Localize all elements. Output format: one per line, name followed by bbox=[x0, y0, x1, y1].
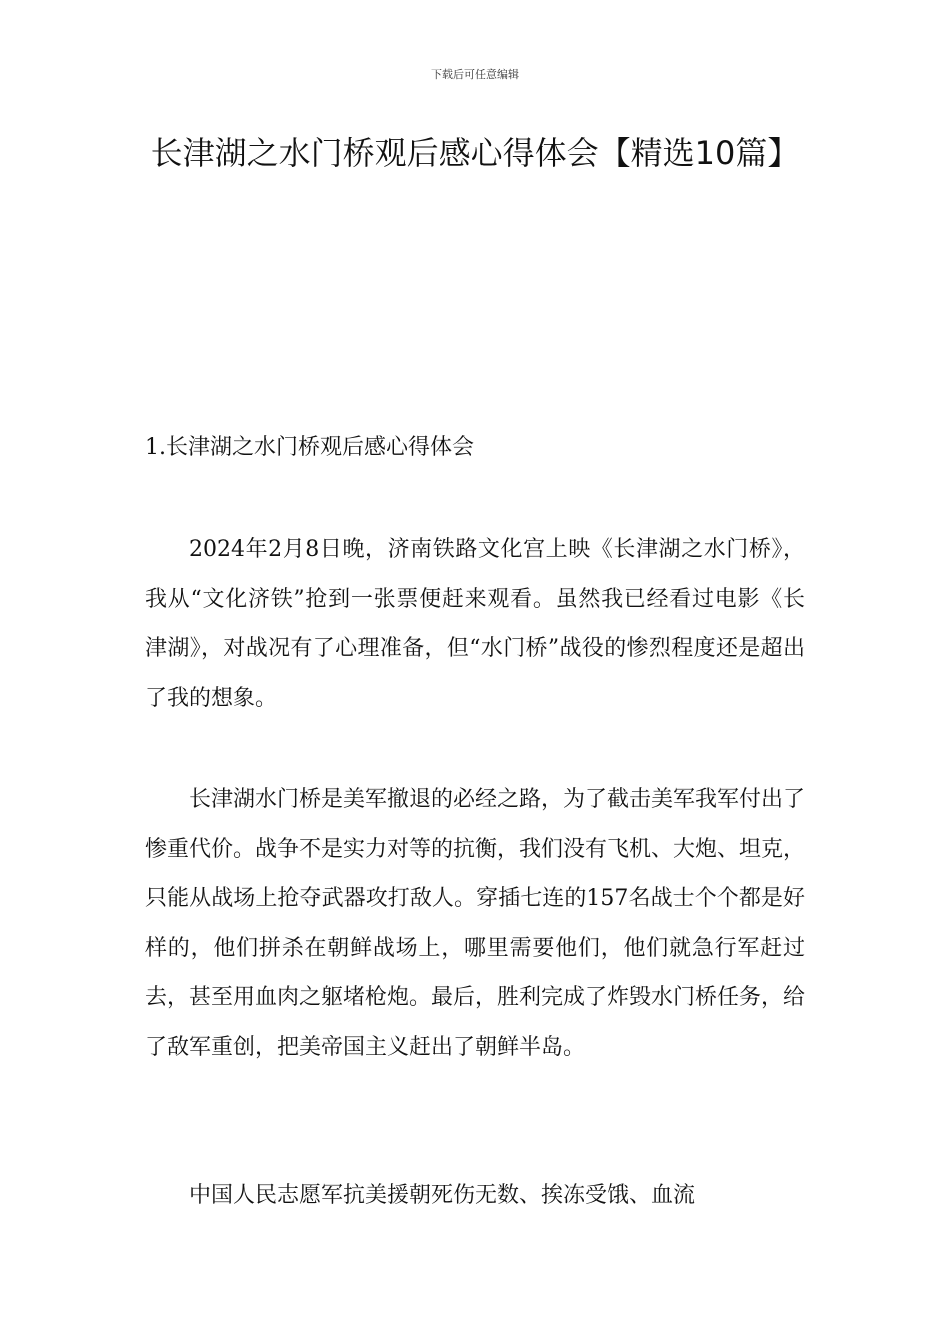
section-heading: 1.长津湖之水门桥观后感心得体会 bbox=[145, 435, 474, 460]
body-paragraph-2: 长津湖水门桥是美军撤退的必经之路，为了截击美军我军付出了惨重代价。战争不是实力对等的抗衡，我们没有飞机、大炮、坦克，只能从战场上抢夺武器攻打敌人。穿插七连的157名战士个个都是好样的，他们拼杀在朝鲜战场上，哪里需要他们，他们就急行军赶过去，甚至用血肉之躯堵枪炮。最后，胜利完成了炸毁水门桥任务，给了敌军重创，把美帝国主义赶出了朝鲜半岛。 bbox=[145, 787, 806, 1060]
header-note: 下载后可任意编辑 bbox=[431, 68, 519, 81]
document-title: 长津湖之水门桥观后感心得体会【精选10篇】 bbox=[150, 134, 800, 172]
body-paragraph-3: 中国人民志愿军抗美援朝死伤无数、挨冻受饿、血流 bbox=[189, 1183, 696, 1208]
body-paragraph-1: 2024年2月8日晚，济南铁路文化宫上映《长津湖之水门桥》，我从“文化济铁”抢到一张票便赶来观看。虽然我已经看过电影《长津湖》，对战况有了心理准备，但“水门桥”战役的惨烈程度还是超出了我的想象。 bbox=[145, 537, 805, 711]
